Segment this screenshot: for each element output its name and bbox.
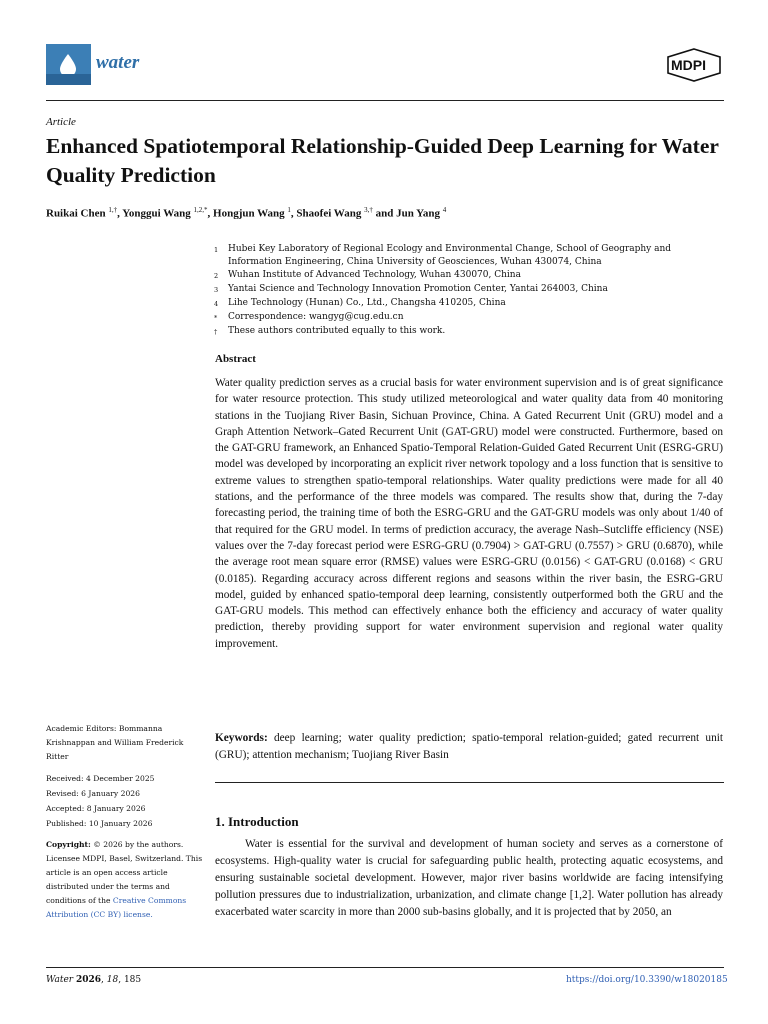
publisher-name: MDPI: [671, 57, 706, 73]
journal-name: water: [96, 52, 140, 73]
journal-logo: [46, 44, 91, 85]
header-divider: [46, 100, 724, 101]
license-link[interactable]: Creative Commons Attribution (CC BY) license.: [46, 896, 187, 919]
water-drop-icon: [46, 44, 91, 85]
affiliation-item: 3 Yantai Science and Technology Innovation Promotion Center, Yantai 264003, China: [214, 284, 608, 294]
intro-paragraph: Water is essential for the survival and development of human society and serves as a cornerstone of ecosystems. High-quality water is crucial for safeguarding public health, protecting aquatic ecosystems, and ensuring sustainable societal development. However, major river basins worldwide are facing intensifying pollution pressures due to industrialization, urbanization, and climate change [1,2]. Water pollution has already exacerbated water scarcity in more than 2000 sub-basins globally, and it is projected that by 2050, an: [215, 838, 723, 918]
author-name: Yonggui Wang: [122, 207, 191, 220]
affiliation-item: 4 Lihe Technology (Hunan) Co., Ltd., Changsha 410205, China: [214, 298, 506, 308]
keywords-text: deep learning; water quality prediction; spatio-temporal relation-guided; gated recurrent unit (GRU); attention mechanism; Tuojiang River Basin: [215, 732, 723, 761]
author-list: Ruikai Chen $^{1,\dagger}$, Yonggui Wang $^{1,2,*}$, Hongjun Wang $^1$, Shaofei Wang $^{3,\dagger}$ and Jun Yang $^4$: [46, 206, 447, 220]
section-divider: [215, 782, 724, 783]
date-published: Published: 10 January 2026: [46, 819, 153, 828]
author-name: Ruikai Chen: [46, 207, 106, 220]
abstract-heading: Abstract: [215, 353, 256, 365]
paper-title: Enhanced Spatiotemporal Relationship-Guided Deep Learning for Water Quality Prediction: [46, 134, 719, 187]
date-received: Received: 4 December 2025: [46, 774, 155, 783]
affiliation-item: 2 Wuhan Institute of Advanced Technology, Wuhan 430070, China: [214, 270, 521, 280]
article-type: Article: [46, 116, 76, 128]
doi-link[interactable]: https://doi.org/10.3390/w18020185: [566, 975, 728, 985]
date-accepted: Accepted: 8 January 2026: [46, 804, 146, 813]
affiliation-item: 1 Hubei Key Laboratory of Regional Ecology and Environmental Change, School of Geography and Information Engineering, China University of Geosciences, Wuhan 430074, China: [214, 244, 672, 267]
author-name: Shaofei Wang: [296, 207, 362, 220]
copyright-notice: Copyright: © 2026 by the authors. Licensee MDPI, Basel, Switzerland. This article is an open access article distributed under the terms and conditions of the Creative Commons Attribution (CC BY) license.: [46, 840, 203, 919]
abstract-text: Water quality prediction serves as a crucial basis for water environment supervision and is of great significance for water resource protection. This study utilized meteorological and water quality data from 40 monitoring stations in the Tuojiang River Basin, Sichuan Province, China. A Gated Recurrent Unit (GRU) model and a Graph Attention Network–Gated Recurrent Unit (GAT-GRU) model were constructed. Furthermore, based on the GAT-GRU framework, an Enhanced Spatio-Temporal Relation-Guided Gated Recurrent Unit (ESRG-GRU) model was developed by incorporating an explicit river network topology and a loss function that is sensitive to extreme values to strengthen spatio-temporal relationships. Water quality predictions were made for all 40 stations, and the performance of the three models was compared. The results show that, during the 7-day forecasting period, the training time of both the ESRG-GRU and the GAT-GRU models was only about 1/40 of that required for the GRU model. In terms of prediction accuracy, the average Nash–Sutcliffe efficiency (NSE) values over the 7-day forecast period were ESRG-GRU (0.7904) > GAT-GRU (0.7557) > GRU (0.6870), while the average root mean square error (RMSE) values were ESRG-GRU (0.0156) < GAT-GRU (0.0168) < GRU (0.0185). Regarding accuracy across different regions and seasons within the river basin, the ESRG-GRU model, guided by enhanced spatio-temporal deep learning, consistently outperformed both the GRU and the GAT-GRU models. This method can effectively enhance both the efficiency and accuracy of water quality prediction, thereby providing support for water environment supervision and regional water quality improvement.: [215, 377, 723, 650]
keywords: [215, 730, 723, 764]
date-revised: Revised: 6 January 2026: [46, 789, 140, 798]
correspondence: * Correspondence: wangyg@cug.edu.cn: [214, 312, 404, 322]
keywords-label: Keywords:: [215, 732, 268, 744]
affiliations: [214, 243, 724, 339]
citation: Water 2026, 18, 185: [46, 975, 142, 985]
section-heading: 1. Introduction: [215, 814, 299, 829]
author-name: Jun Yang: [396, 207, 440, 220]
academic-editors: Academic Editors: Bommanna Krishnappan and William Frederick Ritter: [46, 724, 184, 761]
author-name: Hongjun Wang: [213, 207, 285, 220]
equal-contribution-note: † These authors contributed equally to this work.: [214, 326, 446, 336]
footer-divider: [46, 967, 724, 968]
